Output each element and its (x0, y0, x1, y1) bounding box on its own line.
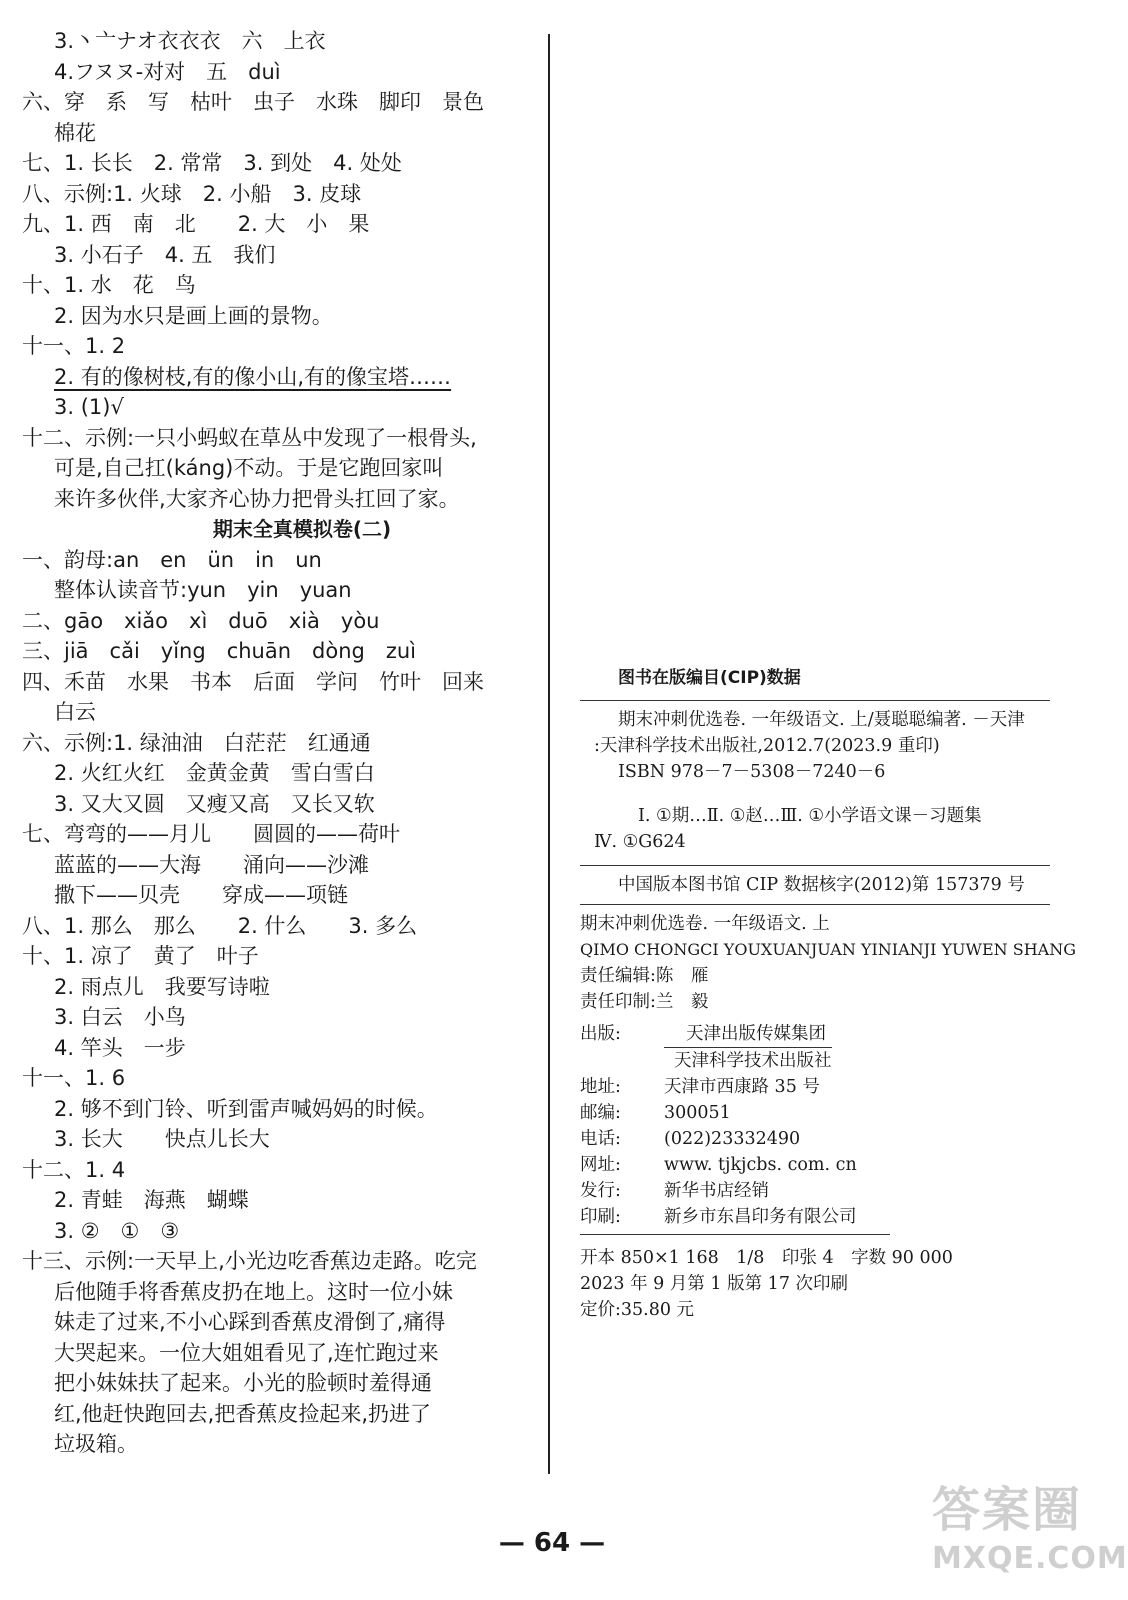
website-row (580, 1152, 1050, 1178)
answer-line (22, 1338, 542, 1369)
answer-text: 3. ② ① ③ (54, 1218, 180, 1243)
answer-text: 2. 因为水只是画上画的景物。 (54, 303, 333, 328)
divider-line (580, 1234, 890, 1235)
answer-line (22, 240, 542, 271)
answer-line (22, 423, 542, 454)
cip-line: Ⅳ. ①G624 (594, 832, 686, 852)
answer-line (22, 850, 542, 881)
watermark-logo (932, 1478, 1128, 1588)
address-row (580, 1074, 1050, 1100)
answer-text: 十三、示例:一天早上,小光边吃香蕉边走路。吃完 (22, 1249, 477, 1273)
answer-text: 大哭起来。一位大姐姐看见了,连忙跑过来 (54, 1340, 439, 1365)
answer-line (22, 758, 542, 789)
answer-text: 十二、示例:一只小蚂蚁在草丛中发现了一根骨头, (22, 425, 477, 450)
answer-text: 八、1. 那么 那么 2. 什么 3. 多么 (22, 913, 418, 938)
answer-line (22, 392, 542, 423)
column-divider (548, 34, 550, 1474)
postcode-row (580, 1100, 1050, 1126)
responsible-editor: 责任编辑:陈 雁 (580, 966, 709, 986)
answer-line (22, 575, 542, 606)
answer-text: 整体认读音节:yun yin yuan (54, 578, 352, 602)
answer-line (22, 484, 542, 515)
answer-line (22, 911, 542, 942)
publisher-key: 出版: (580, 1024, 621, 1044)
answer-line (22, 209, 542, 240)
answer-text: 3. 白云 小鸟 (54, 1005, 186, 1029)
answer-line (22, 1094, 542, 1125)
answer-line (22, 667, 542, 698)
website-key: 网址: (580, 1155, 621, 1175)
cip-line: Ⅰ. ①期…Ⅱ. ①赵…Ⅲ. ①小学语文课－习题集 (638, 806, 982, 826)
answer-line (22, 453, 542, 484)
answer-line (22, 1002, 542, 1033)
answer-text: 七、1. 长长 2. 常常 3. 到处 4. 处处 (22, 151, 402, 175)
format-spec: 开本 850×1 168 1/8 印张 4 字数 90 000 (580, 1248, 953, 1268)
answer-line (22, 118, 542, 149)
cip-heading: 图书在版编目(CIP)数据 (618, 668, 801, 688)
watermark-url: MXQE.COM (932, 1541, 1128, 1576)
answer-text: 妹走了过来,不小心踩到香蕉皮滑倒了,痛得 (54, 1310, 446, 1334)
answer-text: 3. 小石子 4. 五 我们 (54, 242, 276, 267)
answer-column (22, 26, 542, 1460)
answer-text: 十、1. 凉了 黄了 叶子 (22, 944, 259, 968)
answer-line (22, 179, 542, 210)
answer-line (22, 972, 542, 1003)
page-number: — 64 — (498, 1528, 606, 1558)
answer-line (22, 880, 542, 911)
printer-value: 新乡市东昌印务有限公司 (664, 1207, 857, 1227)
answer-line (22, 331, 542, 362)
answer-line (22, 1124, 542, 1155)
answer-text: 3. 长大 快点儿长大 (54, 1127, 270, 1151)
price: 定价:35.80 元 (580, 1300, 695, 1320)
answer-line (22, 636, 542, 667)
watermark-text: 答案圈 (932, 1482, 1083, 1538)
answer-text: 六、示例:1. 绿油油 白茫茫 红通通 (22, 730, 371, 755)
answer-line (22, 1368, 542, 1399)
book-title: 期末冲刺优选卷. 一年级语文. 上 (580, 914, 830, 934)
phone-key: 电话: (580, 1129, 621, 1149)
answer-line (22, 148, 542, 179)
answer-line (22, 301, 542, 332)
responsible-printing: 责任印制:兰 毅 (580, 992, 709, 1012)
edition-info: 2023 年 9 月第 1 版第 17 次印刷 (580, 1274, 849, 1294)
answer-line (22, 545, 542, 576)
answer-text: 2. 雨点儿 我要写诗啦 (54, 974, 270, 999)
publisher-house: 天津科学技术出版社 (674, 1051, 832, 1071)
distribution-key: 发行: (580, 1181, 621, 1201)
answer-text: 一、韵母:an en ün in un (22, 547, 322, 572)
cip-isbn: ISBN 978－7－5308－7240－6 (618, 762, 886, 782)
publisher-values (664, 1021, 832, 1074)
answer-line (22, 1216, 542, 1247)
answer-text: 白云 (54, 700, 96, 724)
cip-line: :天津科学技术出版社,2012.7(2023.9 重印) (594, 736, 940, 756)
answer-line (22, 87, 542, 118)
address-value: 天津市西康路 35 号 (664, 1077, 820, 1097)
answer-text: 2. 青蛙 海燕 蝴蝶 (54, 1188, 249, 1212)
divider-line (580, 700, 1050, 701)
answer-line (22, 1399, 542, 1430)
answer-line (22, 1063, 542, 1094)
answer-line (22, 1185, 542, 1216)
address-key: 地址: (580, 1077, 621, 1097)
answer-text: 八、示例:1. 火球 2. 小船 3. 皮球 (22, 181, 362, 206)
answer-text: 后他随手将香蕉皮扔在地上。这时一位小妹 (54, 1279, 453, 1304)
publisher-group: 天津出版传媒集团 (664, 1021, 832, 1048)
answer-line (22, 819, 542, 850)
printer-key: 印刷: (580, 1207, 621, 1227)
cip-number: 中国版本图书馆 CIP 数据核字(2012)第 157379 号 (618, 875, 1025, 895)
answer-text: 来许多伙伴,大家齐心协力把骨头扛回了家。 (54, 486, 460, 511)
answer-text: 四、禾苗 水果 书本 后面 学问 竹叶 回来 (22, 669, 484, 694)
distribution-row (580, 1178, 1050, 1204)
answer-text: 七、弯弯的——月儿 圆圆的——荷叶 (22, 822, 400, 846)
divider-line (580, 865, 1050, 866)
answer-line (22, 1429, 542, 1460)
publisher-row (580, 1021, 1050, 1074)
answer-text: 十二、1. 4 (22, 1157, 126, 1182)
answer-text: 红,他赶快跑回去,把香蕉皮捡起来,扔进了 (54, 1401, 432, 1426)
answer-text: 十一、1. 2 (22, 334, 126, 358)
book-title-pinyin: QIMO CHONGCI YOUXUANJUAN YINIANJI YUWEN SHANG (580, 940, 1076, 959)
divider-line (580, 904, 1050, 905)
postcode-key: 邮编: (580, 1103, 621, 1123)
answer-line (22, 362, 542, 393)
answer-text: 撒下——贝壳 穿成——项链 (54, 883, 348, 907)
answer-text: 垃圾箱。 (54, 1432, 138, 1456)
phone-value: (022)23332490 (664, 1129, 801, 1149)
answer-line (22, 941, 542, 972)
answer-text: 4. 竿头 一步 (54, 1035, 186, 1060)
answer-text: 2. 够不到门铃、听到雷声喊妈妈的时候。 (54, 1096, 438, 1121)
answer-text: 六、穿 系 写 枯叶 虫子 水珠 脚印 景色 (22, 90, 484, 114)
answer-line (22, 728, 542, 759)
answer-text: 三、jiā cǎi yǐng chuān dòng zuì (22, 639, 417, 663)
answer-text: 3. (1)√ (54, 395, 124, 419)
answer-text: 3. 又大又圆 又瘦又高 又长又软 (54, 791, 375, 816)
answer-text: 可是,自己扛(káng)不动。于是它跑回家叫 (54, 456, 444, 480)
answer-line (22, 1307, 542, 1338)
website-value: www. tjkjcbs. com. cn (664, 1155, 857, 1175)
section-title (22, 514, 542, 545)
answer-text: 棉花 (54, 120, 96, 145)
answer-text: 蓝蓝的——大海 涌向——沙滩 (54, 852, 369, 877)
distribution-value: 新华书店经销 (664, 1181, 769, 1201)
answer-text: 二、gāo xiǎo xì duō xià yòu (22, 608, 380, 633)
answer-line (22, 270, 542, 301)
answer-line (22, 789, 542, 820)
answer-line (22, 1246, 542, 1277)
phone-row (580, 1126, 1050, 1152)
postcode-value: 300051 (664, 1103, 731, 1123)
answer-line (22, 1155, 542, 1186)
answer-line (22, 1033, 542, 1064)
answer-text: 2. 火红火红 金黄金黄 雪白雪白 (54, 761, 375, 785)
answer-line (22, 697, 542, 728)
answer-line (22, 606, 542, 637)
answer-text: 十、1. 水 花 鸟 (22, 273, 196, 297)
answer-text: 期末全真模拟卷(二) (212, 517, 392, 541)
answer-text: 4.フヌヌ-对对 五 duì (54, 59, 281, 84)
answer-text: 2. 有的像树枝,有的像小山,有的像宝塔…… (54, 364, 452, 389)
answer-line (22, 1277, 542, 1308)
answer-text: 把小妹妹扶了起来。小光的脸顿时羞得通 (54, 1371, 432, 1395)
cip-colophon-column (580, 660, 1076, 1323)
printer-row (580, 1204, 1050, 1230)
answer-text: 3.丶亠ナオ衣衣衣 六 上衣 (54, 29, 326, 53)
answer-line (22, 57, 542, 88)
cip-line: 期末冲刺优选卷. 一年级语文. 上/聂聪聪编著. －天津 (618, 710, 1025, 730)
answer-text: 九、1. 西 南 北 2. 大 小 果 (22, 212, 370, 236)
answer-text: 十一、1. 6 (22, 1066, 126, 1090)
answer-line (22, 26, 542, 57)
